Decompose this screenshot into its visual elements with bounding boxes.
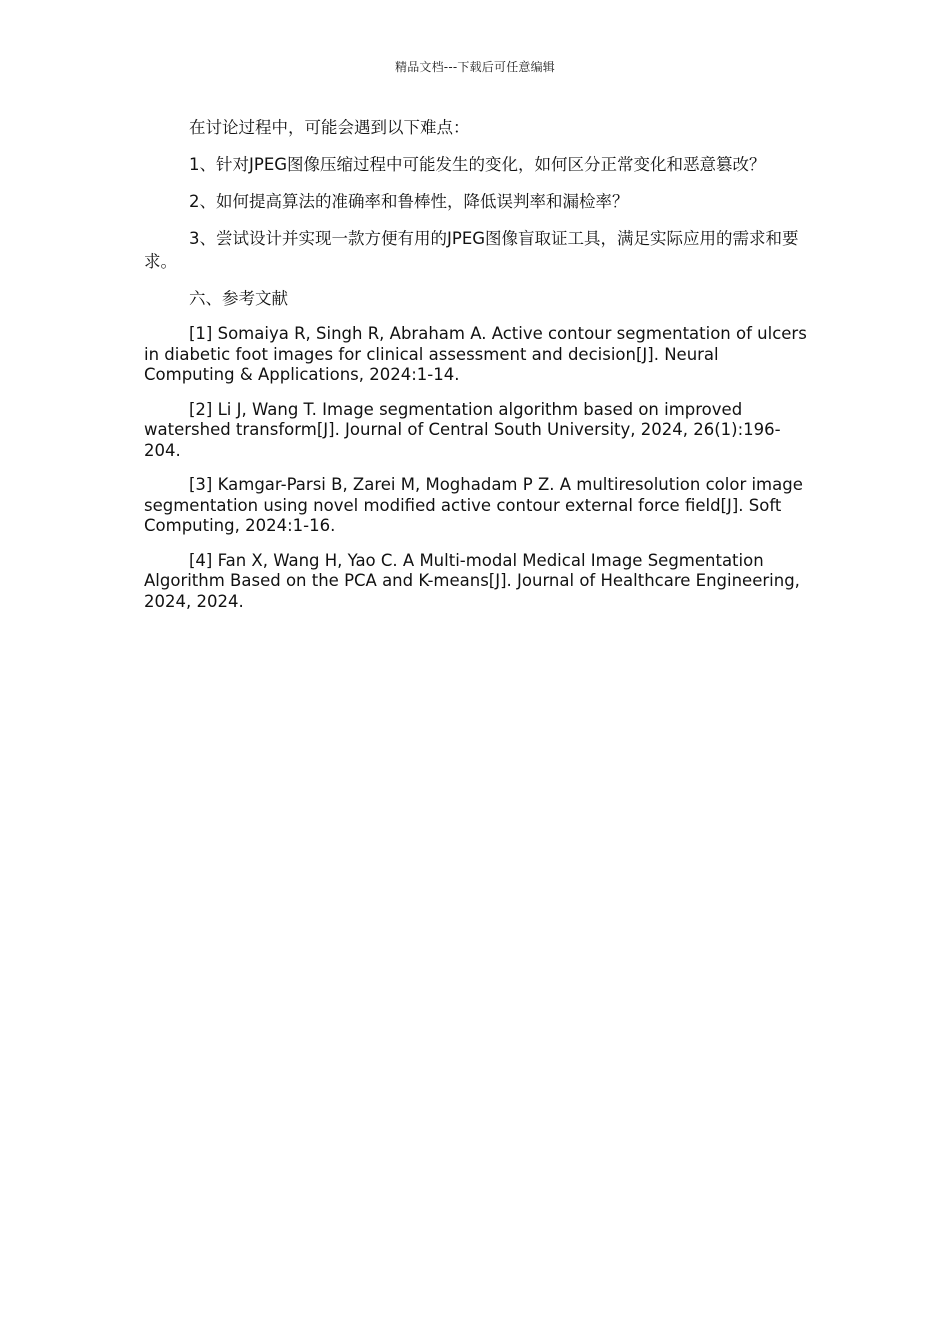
document-body — [144, 116, 812, 626]
difficulty-2: 2、如何提高算法的准确率和鲁棒性，降低误判率和漏检率？ — [189, 192, 629, 211]
difficulty-3: 3、尝试设计并实现一款方便有用的JPEG图像盲取证工具，满足实际应用的需求和要求。 — [144, 229, 799, 271]
reference-3: [3] Kamgar-Parsi B, Zarei M, Moghadam P Z. A multiresolution color image segmentation using novel modified active contour external force field[J]. Soft Computing, 2024:1-16. — [144, 475, 803, 535]
page-header: 精品文档---下载后可任意编辑 — [395, 60, 555, 74]
difficulty-1: 1、针对JPEG图像压缩过程中可能发生的变化，如何区分正常变化和恶意篡改？ — [189, 155, 766, 174]
reference-2: [2] Li J, Wang T. Image segmentation algorithm based on improved watershed transform[J]. Journal of Central South University, 2024, 26(1):196-204. — [144, 399, 781, 460]
reference-1: [1] Somaiya R, Singh R, Abraham A. Active contour segmentation of ulcers in diabetic foot images for clinical assessment and decision[J]. Neural Computing & Applications, 2024:1-14. — [144, 324, 807, 384]
references-heading: 六、参考文献 — [189, 289, 288, 308]
difficulties-intro: 在讨论过程中，可能会遇到以下难点： — [189, 118, 470, 137]
reference-4: [4] Fan X, Wang H, Yao C. A Multi-modal Medical Image Segmentation Algorithm Based on the PCA and K-means[J]. Journal of Healthcare Engineering, 2024, 2024. — [144, 550, 800, 611]
